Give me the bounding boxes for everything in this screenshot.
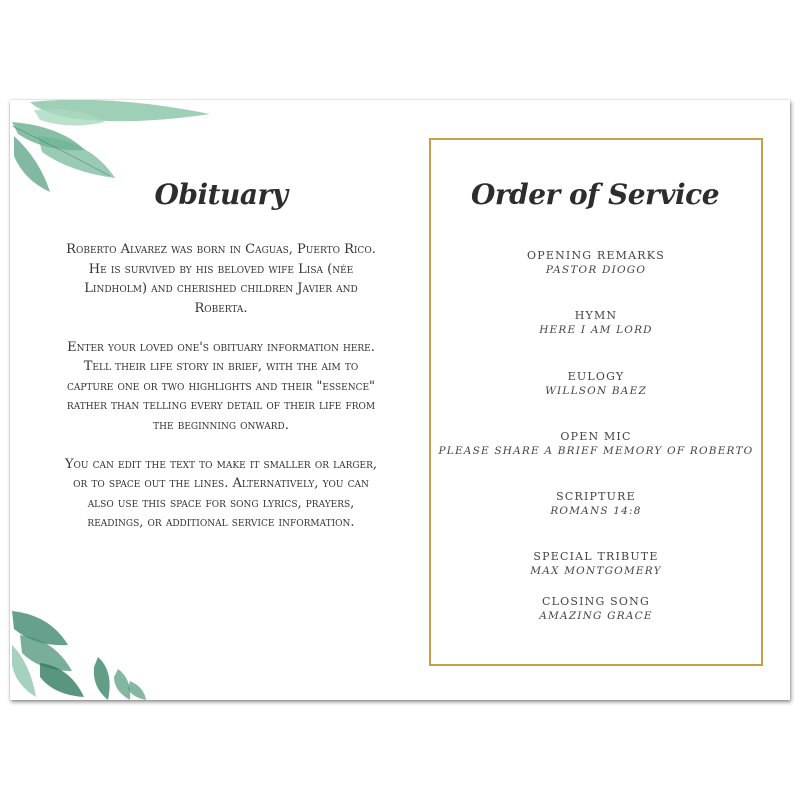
service-item-detail: PASTOR DIOGO: [545, 264, 647, 276]
service-item: [431, 369, 761, 399]
service-item-detail: MAX MONTGOMERY: [530, 565, 662, 577]
order-of-service-title: Order of Service: [470, 178, 720, 211]
service-item: [431, 489, 761, 519]
watercolor-leaves-bottom-decoration: [10, 605, 150, 700]
obituary-paragraph: You can edit the text to make it smaller or larger, or to space out the lines. Alternatively, you can also use this space for song lyrics, prayers, readings, or additional service information.: [64, 456, 378, 530]
service-item-label: OPEN MIC: [560, 430, 632, 443]
program-sheet: [10, 100, 790, 700]
service-item-detail: AMAZING GRACE: [539, 610, 653, 622]
service-item-label: OPENING REMARKS: [527, 249, 665, 262]
obituary-paragraph: Enter your loved one's obituary information here. Tell their life story in brief, with the aim to capture one or two highlights and their "essence" rather than telling every detail of their life from the beginning onward.: [66, 339, 376, 433]
service-item: [431, 549, 761, 579]
obituary-text: [60, 240, 382, 552]
service-item: [431, 308, 761, 338]
service-item-label: HYMN: [574, 309, 618, 322]
service-item-detail: PLEASE SHARE A BRIEF MEMORY OF ROBERTO: [438, 445, 754, 457]
service-item: [431, 248, 761, 278]
service-item: [431, 429, 761, 459]
obituary-paragraph: Roberto Alvarez was born in Caguas, Puerto Rico. He is survived by his beloved wife Lisa (née Lindholm) and cherished children Javier and Roberta.: [66, 242, 376, 316]
service-item-label: SPECIAL TRIBUTE: [533, 550, 659, 563]
service-item-detail: ROMANS 14:8: [550, 505, 642, 517]
gold-frame-border: [429, 138, 763, 666]
service-item-detail: HERE I AM LORD: [539, 324, 653, 336]
service-item-detail: WILLSON BAEZ: [545, 385, 647, 397]
obituary-title: Obituary: [154, 178, 288, 211]
service-item-label: EULOGY: [567, 370, 625, 383]
service-item: [431, 594, 761, 624]
service-item-label: SCRIPTURE: [556, 490, 636, 503]
service-item-label: CLOSING SONG: [542, 595, 650, 608]
